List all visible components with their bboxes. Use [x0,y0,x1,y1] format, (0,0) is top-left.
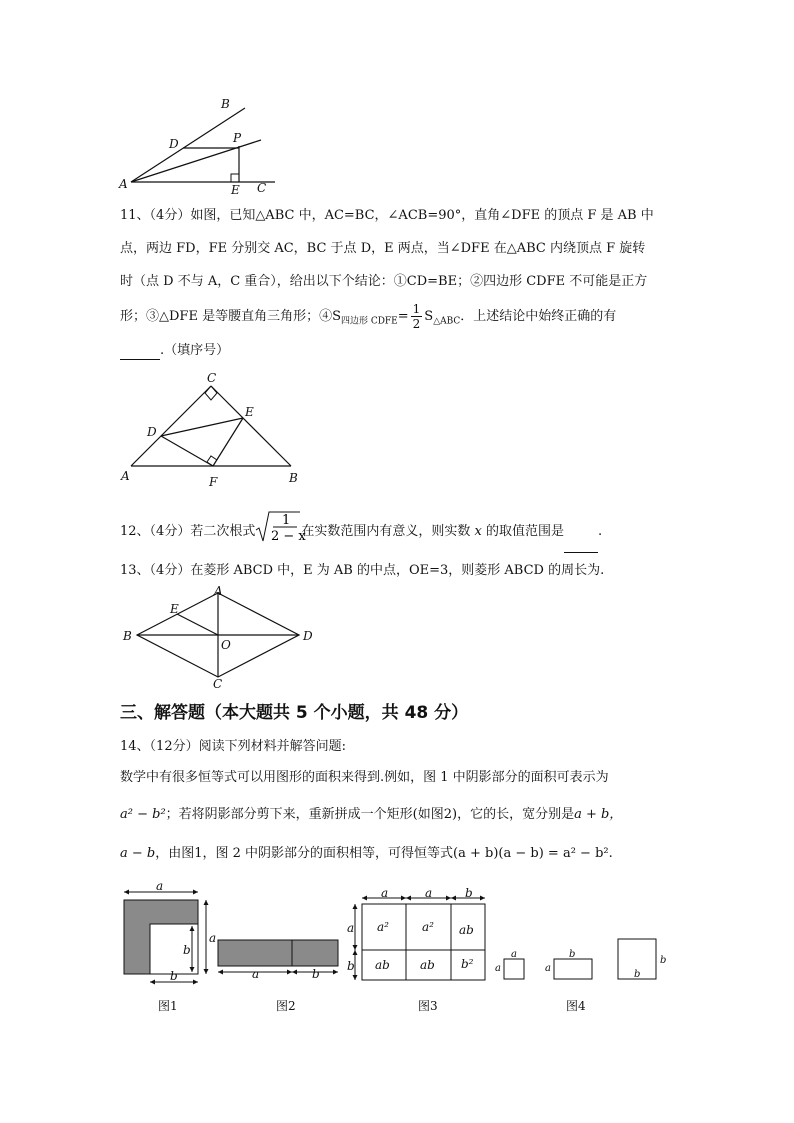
label-O: O [221,638,231,652]
label-P: P [233,131,242,145]
label-B: B [123,629,132,643]
label-D: D [303,629,313,643]
figure-4 [490,935,670,985]
q11-answer-blank[interactable] [120,345,160,360]
q12-var: x [474,524,482,539]
q14-line-2: 数学中有很多恒等式可以用图形的面积来得到.例如，图 1 中阴影部分的面积可表示为 [120,770,609,785]
q14-line-3 [120,806,734,824]
q12-answer-blank[interactable] [564,538,598,553]
q13-line: 13、（4分）在菱形 ABCD 中，E 为 AB 的中点，OE=3，则菱形 ABCD 的周长为. [120,563,605,578]
fig4-rect-top-b: b [569,949,576,960]
section-3-title: 三、解答题（本大题共 5 个小题，共 48 分） [120,703,469,723]
q12-line [120,510,734,553]
q11-line-5-text: .（填序号） [160,343,230,358]
label-B: B [221,97,230,111]
fig3-top-b: b [465,886,473,900]
label-B: B [289,471,298,485]
angle-figure [115,96,285,196]
q14-line-1: 14、（12分）阅读下列材料并解答问题: [120,739,346,754]
q11-line-3: 时（点 D 不与 A，C 重合），给出以下个结论：①CD=BE；②四边形 CDFE 不可能是正方 [120,274,648,289]
q12-prefix: 12、（4分）若二次根式 [120,524,256,539]
label-C: C [257,181,267,195]
fig3-top-a1: a [381,886,389,900]
fig3-left-a: a [347,921,355,935]
fig3-cell-1: a² [377,920,389,934]
fig1-inner-b: b [183,943,191,957]
q11-line-4-text-b: ．上述结论中始终正确的有 [460,309,617,324]
q11-sub-triangle: △ABC [433,316,461,327]
label-E: E [245,405,254,419]
label-F: F [209,475,218,489]
label-A: A [121,469,130,483]
q11-line-4-text-a: 形；③△DFE 是等腰直角三角形；④S [120,309,341,324]
radical-sign-icon [255,510,307,544]
label-E: E [170,602,179,616]
q12-rad-num: 1 [282,513,291,528]
q11-s: S [424,309,434,324]
fig3-cell-4: ab [375,958,390,972]
fig4-square-bottom-b: b [634,969,641,980]
label-C: C [207,371,217,385]
q12-suffix: 的取值范围是 [485,524,564,539]
q11-line-5 [120,342,734,360]
label-C: C [213,677,223,691]
fig3-cell-2: a² [422,920,434,934]
figure-3 [345,888,490,988]
fig3-cell-5: ab [420,958,435,972]
label-A: A [214,584,223,598]
figure-2 [212,932,344,982]
fig1-caption: 图1 [158,999,178,1013]
fig3-caption: 图3 [418,999,438,1013]
fig4-rect-left-a: a [545,963,551,974]
q12-middle: 在实数范围内有意义，则实数 [301,524,471,539]
q11-equals: = [397,309,409,324]
q14-line-4 [120,845,734,863]
fig3-left-b: b [347,959,355,973]
q14-line-4-text: ，由图1，图 2 中阴影部分的面积相等，可得恒等式 [155,846,454,861]
q11-fraction [411,302,423,331]
fig4-small-left-a: a [495,963,501,974]
fig2-caption: 图2 [276,999,296,1013]
q12-end: . [597,524,603,539]
q14-line-4-expr: (a + b)(a − b) = a² − b². [453,846,613,861]
fig2-b: b [312,967,320,981]
rhombus-figure [115,585,325,690]
q12-rad-den: 2 − x [271,529,307,544]
fig2-a: a [252,967,260,981]
q14-line-3-end: a + b， [574,807,623,822]
fig3-top-a2: a [425,886,433,900]
fig3-cell-6: b² [461,957,474,971]
fig4-square-right-b: b [660,955,667,966]
q11-fraction-num: 1 [412,302,421,316]
label-D: D [147,425,157,439]
q11-sub-quadrilateral: 四边形 CDFE [340,316,398,327]
triangle-figure [115,366,315,490]
q11-fraction-den: 2 [412,317,421,331]
q14-line-4-start: a − b [120,846,156,861]
fig1-top-a: a [156,879,164,893]
q14-line-3-text: ；若将阴影部分剪下来，重新拼成一个矩形(如图2)，它的长，宽分别是 [165,807,575,822]
q14-line-3-expr: a² − b² [120,807,166,822]
q11-line-4 [120,302,734,331]
label-A: A [119,177,128,191]
label-D: D [169,137,179,151]
label-E: E [231,183,240,197]
fig4-small-top-a: a [511,949,517,960]
q11-line-1: 11、（4分）如图，已知△ABC 中，AC=BC，∠ACB=90°，直角∠DFE 的顶点 F 是 AB 中 [120,208,654,223]
q11-line-2: 点，两边 FD，FE 分别交 AC，BC 于点 D，E 两点，当∠DFE 在△ABC 内绕顶点 F 旋转 [120,241,646,256]
q12-radical [255,510,307,553]
fig1-right-a: a [209,931,217,945]
fig1-bottom-b: b [170,969,178,983]
fig3-cell-3: ab [459,923,474,937]
figure-1 [118,879,218,992]
fig4-caption: 图4 [566,999,586,1013]
